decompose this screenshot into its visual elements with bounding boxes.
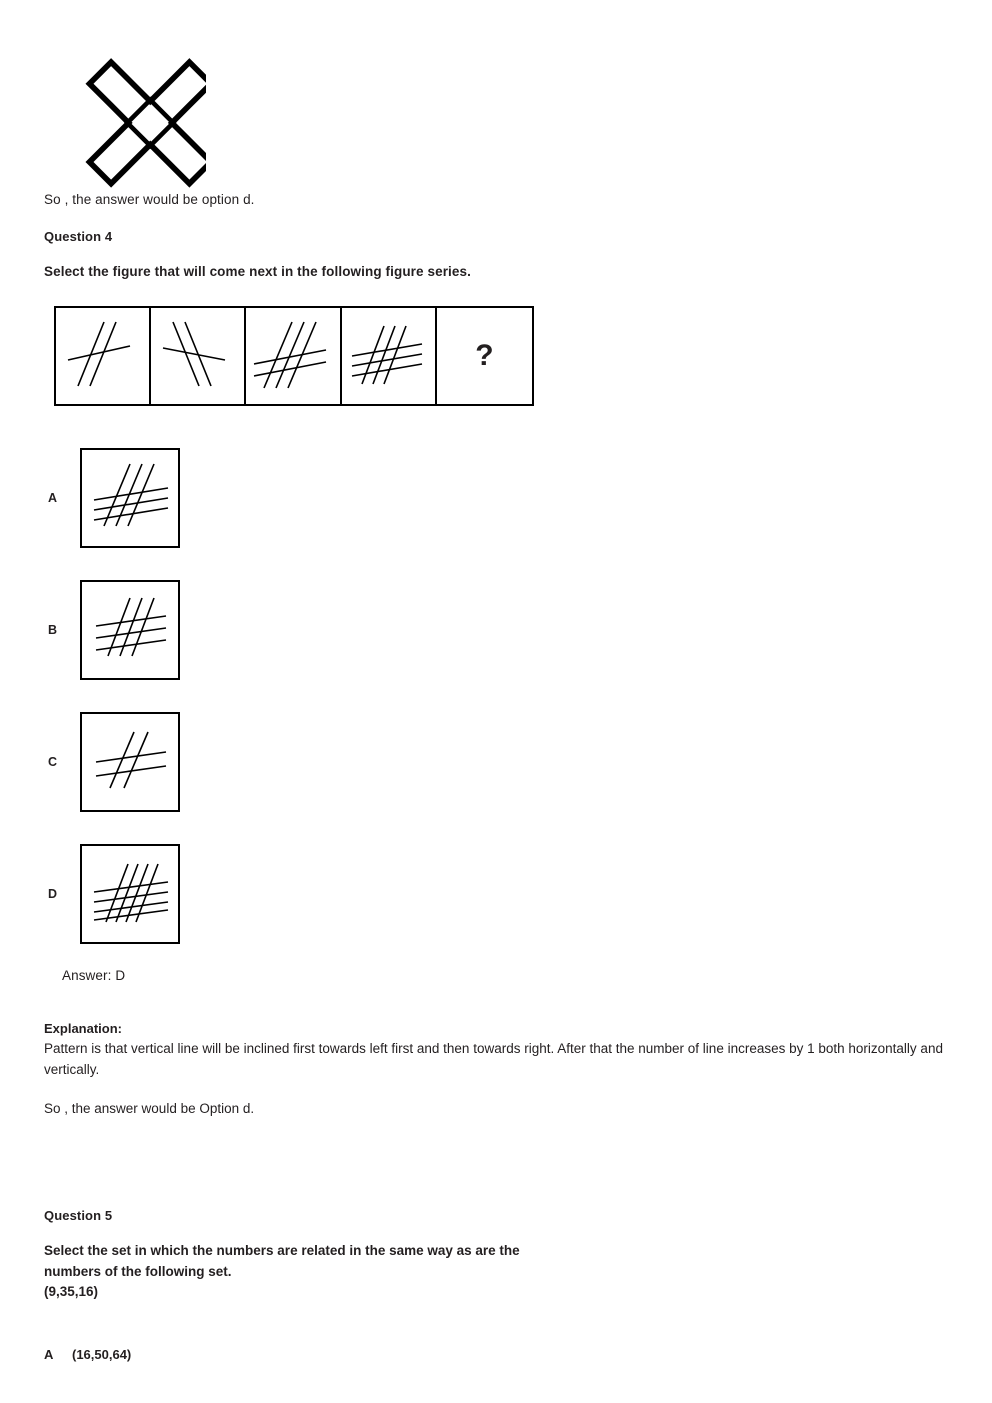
option-row-d[interactable] [44,844,954,944]
option-letter-b: B [48,623,58,638]
explanation-body: Pattern is that vertical line will be inclined first towards left first and then towards right. After that the number of line increases by 1 both horizontally and vertically. [44,1041,943,1078]
option-row-a[interactable] [44,448,954,548]
question5-option-a-letter: A [44,1346,54,1362]
question5-prompt-line2: numbers of the following set. [44,1263,232,1279]
question5-prompt-line1: Select the set in which the numbers are related in the same way as are the [44,1243,520,1259]
question5-option-a-value: (16,50,64) [72,1346,132,1362]
series-cell-3 [246,308,341,404]
question4-options [44,448,954,944]
option-letter-a: A [48,491,58,506]
option-letter-d: D [48,887,58,902]
question4-prompt: Select the figure that will come next in the following figure series. [44,263,471,279]
option-row-c[interactable] [44,712,954,812]
top-cross-figure [56,40,206,190]
option-b-figure [80,580,180,680]
explanation-heading: Explanation: [44,1021,123,1037]
question5-option-a[interactable] [44,1347,954,1362]
question5-block [44,1208,954,1362]
figure-series [54,306,954,406]
question4-conclusion: So , the answer would be Option d. [44,1101,255,1117]
option-row-b[interactable] [44,580,954,680]
question5-prompt-line3: (9,35,16) [44,1284,99,1300]
question4-answer: Answer: D [62,968,126,984]
option-d-figure [80,844,180,944]
option-a-figure [80,448,180,548]
question4-heading: Question 4 [44,228,113,244]
option-letter-c: C [48,755,58,770]
series-cell-question [437,308,532,404]
question-mark: ? [475,339,494,373]
series-cell-4 [342,308,437,404]
series-cell-1 [56,308,151,404]
option-c-figure [80,712,180,812]
question5-heading: Question 5 [44,1208,113,1224]
top-answer-text: So , the answer would be option d. [44,192,255,207]
series-cell-2 [151,308,246,404]
document-content [44,0,954,1362]
